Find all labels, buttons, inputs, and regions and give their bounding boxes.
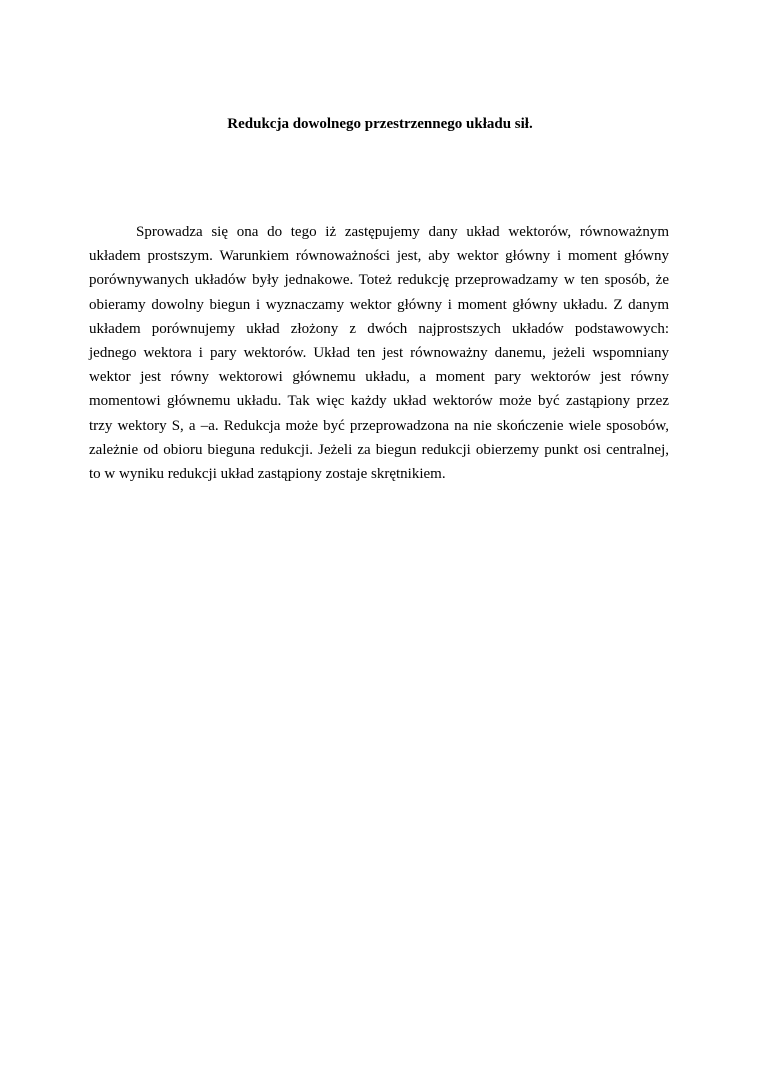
paragraph-line: zależnie od obioru bieguna redukcji. Jeżeli za biegun redukcji obierzemy punkt osi centralnej, [89, 441, 669, 458]
body-paragraph [89, 220, 669, 486]
paragraph-line: wektor jest równy wektorowi głównemu układu, a moment pary wektorów jest równy [89, 369, 669, 386]
paragraph-line: jednego wektora i pary wektorów. Układ ten jest równoważny danemu, jeżeli wspomniany [89, 345, 669, 362]
paragraph-line: porównywanych układów były jednakowe. Toteż redukcję przeprowadzamy w ten sposób, że [89, 272, 669, 289]
paragraph-line: trzy wektory S, a –a. Redukcja może być przeprowadzona na nie skończenie wiele sposobów, [89, 417, 669, 434]
paragraph-line: Sprowadza się ona do tego iż zastępujemy dany układ wektorów, równoważnym [136, 224, 669, 240]
paragraph-line: obieramy dowolny biegun i wyznaczamy wektor główny i moment główny układu. Z danym [89, 296, 669, 313]
paragraph-line: to w wyniku redukcji układ zastąpiony zostaje skrętnikiem. [89, 466, 446, 483]
document-title: Redukcja dowolnego przestrzennego układu sił. [227, 116, 533, 132]
paragraph-line: momentowi głównemu układu. Tak więc każdy układ wektorów może być zastąpiony przez [89, 393, 669, 410]
paragraph-line: układem prostszym. Warunkiem równoważności jest, aby wektor główny i moment główny [89, 248, 669, 265]
paragraph-line: układem porównujemy układ złożony z dwóch najprostszych układów podstawowych: [89, 320, 669, 337]
